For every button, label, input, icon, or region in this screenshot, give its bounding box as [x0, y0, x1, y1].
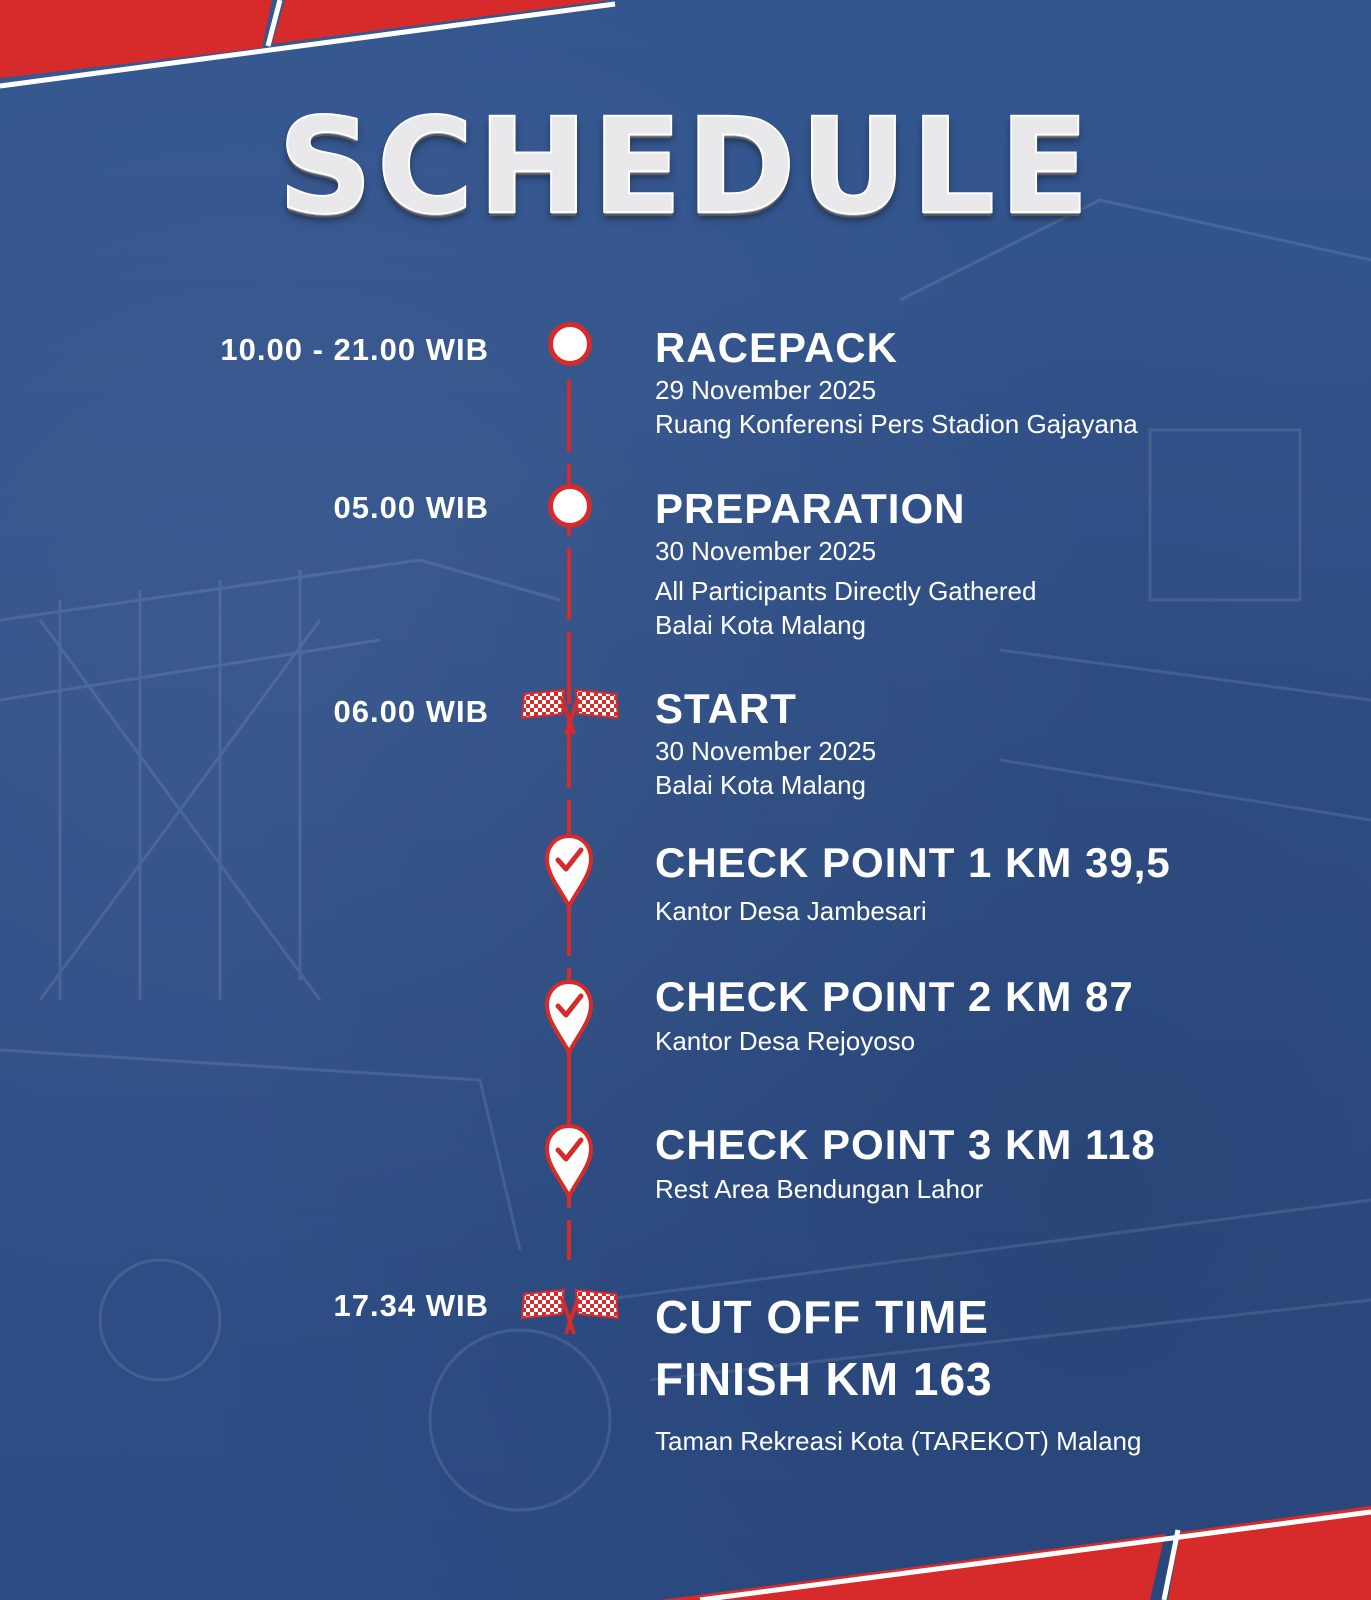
event-title: FINISH KM 163 — [655, 1353, 993, 1405]
event-preparation — [655, 484, 1315, 642]
location-check-icon — [545, 834, 593, 910]
event-detail: Kantor Desa Rejoyoso — [655, 1026, 916, 1056]
event-title: CHECK POINT 1 KM 39,5 — [655, 839, 1171, 886]
event-title: START — [655, 685, 797, 732]
event-time-racepack: 10.00 - 21.00 WIB — [220, 332, 489, 367]
event-detail: 30 November 2025 — [655, 536, 877, 566]
event-checkpoint-2 — [655, 972, 1315, 1058]
event-title: CHECK POINT 2 KM 87 — [655, 973, 1134, 1020]
event-checkpoint-1 — [655, 838, 1315, 928]
event-title: CUT OFF TIME — [655, 1291, 989, 1343]
location-check-icon — [545, 980, 593, 1056]
event-title: CHECK POINT 3 KM 118 — [655, 1121, 1156, 1168]
event-finish — [655, 1286, 1315, 1458]
event-detail: All Participants Directly Gathered — [655, 576, 1037, 606]
event-detail: Taman Rekreasi Kota (TAREKOT) Malang — [655, 1426, 1142, 1456]
event-title: RACEPACK — [655, 324, 898, 371]
event-detail: Balai Kota Malang — [655, 770, 867, 800]
event-racepack — [655, 323, 1315, 441]
event-detail: Balai Kota Malang — [655, 610, 867, 640]
event-start — [655, 684, 1315, 802]
checkered-flags-icon — [518, 688, 622, 736]
event-time-start: 06.00 WIB — [333, 694, 489, 729]
event-checkpoint-3 — [655, 1120, 1315, 1206]
event-time-preparation: 05.00 WIB — [333, 490, 489, 525]
event-title: PREPARATION — [655, 485, 966, 532]
timeline-circle-marker — [548, 484, 592, 528]
event-detail: 29 November 2025 — [655, 375, 877, 405]
event-detail: Rest Area Bendungan Lahor — [655, 1174, 984, 1204]
timeline-circle-marker — [548, 322, 592, 366]
checkered-flags-icon — [518, 1288, 622, 1336]
page-title: SCHEDULE — [277, 90, 1094, 244]
location-check-icon — [545, 1124, 593, 1200]
event-detail: 30 November 2025 — [655, 736, 877, 766]
event-detail: Kantor Desa Jambesari — [655, 896, 927, 926]
event-detail: Ruang Konferensi Pers Stadion Gajayana — [655, 409, 1138, 439]
event-time-finish: 17.34 WIB — [333, 1288, 489, 1323]
